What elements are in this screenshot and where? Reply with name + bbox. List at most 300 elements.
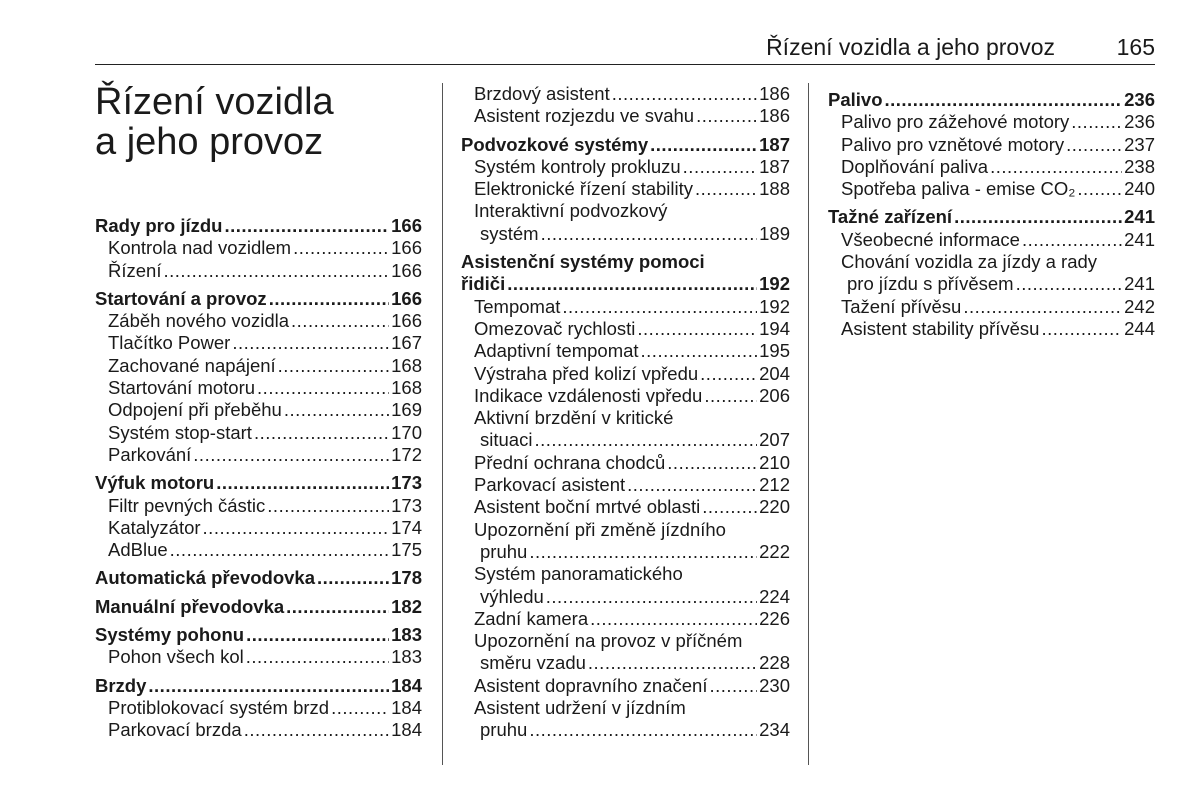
toc-sub-entry: [828, 156, 1155, 178]
toc-sub-entry: [461, 178, 790, 200]
toc-sub-entry: [461, 83, 790, 105]
toc-main-line: [95, 215, 422, 237]
entry-text: Parkovací brzda: [108, 719, 242, 741]
toc-sub-line: [474, 105, 790, 127]
toc-sub-line: [474, 385, 790, 407]
toc-sub-line: [841, 134, 1155, 156]
dot-leader: [1041, 318, 1122, 340]
toc-sub-entry: [461, 363, 790, 385]
toc-column-1: [95, 215, 422, 742]
entry-text: Systémy pohonu: [95, 624, 245, 646]
dot-leader: [696, 105, 757, 127]
toc-sub-entry: [95, 310, 422, 332]
entry-page: 175: [391, 539, 422, 561]
entry-text: Brzdy: [95, 674, 147, 696]
toc-sub-line: [108, 444, 422, 466]
dot-leader: [278, 355, 389, 377]
dot-leader: [163, 260, 389, 282]
toc-section: [95, 596, 422, 618]
toc-sub-line: [841, 318, 1155, 340]
toc-sub-line: [841, 156, 1155, 178]
entry-page: 189: [759, 222, 790, 244]
entry-text: Výstraha před kolizí vpředu: [474, 362, 699, 384]
toc-main-line: [461, 134, 790, 156]
entry-page: 241: [1124, 273, 1155, 295]
dot-leader: [293, 237, 389, 259]
toc-sub-line: [474, 363, 790, 385]
dot-leader: [1016, 273, 1123, 295]
toc-sub-line: [474, 340, 790, 362]
toc-sub-entry: [461, 630, 790, 675]
toc-sub-line: [474, 496, 790, 518]
dot-leader: [562, 296, 757, 318]
toc-sub-line: [108, 719, 422, 741]
toc-sub-entry: [828, 318, 1155, 340]
toc-sub-line: [474, 223, 790, 245]
toc-sub-line: [474, 452, 790, 474]
entry-page: 187: [759, 133, 790, 155]
dot-leader: [702, 496, 757, 518]
entry-page: 206: [759, 384, 790, 406]
entry-text: řidiči: [461, 273, 506, 295]
entry-text: Asistent stability přívěsu: [841, 317, 1040, 339]
toc-sub-entry: [461, 318, 790, 340]
entry-page: 187: [759, 155, 790, 177]
chapter-title-line: a jeho provoz: [95, 121, 324, 163]
dot-leader: [244, 719, 389, 741]
entry-text: pruhu: [480, 540, 528, 562]
dot-leader: [286, 596, 389, 618]
toc-sub-entry: [461, 675, 790, 697]
entry-page: 222: [759, 540, 790, 562]
entry-page: 228: [759, 652, 790, 674]
toc-sub-line: [841, 178, 1155, 200]
toc-main-line: [828, 206, 1155, 228]
dot-leader: [291, 310, 389, 332]
dot-leader: [193, 444, 389, 466]
toc-sub-line: [108, 539, 422, 561]
entry-text-wrap: Upozornění při změně jízdního: [474, 518, 726, 540]
running-header: [95, 32, 1155, 65]
dot-leader: [331, 697, 389, 719]
toc-main-line: [95, 288, 422, 310]
dot-leader: [1022, 229, 1122, 251]
entry-text: Parkovací asistent: [474, 474, 626, 496]
dot-leader: [885, 89, 1123, 111]
entry-page: 240: [1124, 178, 1155, 200]
toc-sub-entry: [95, 646, 422, 668]
entry-page: 168: [391, 377, 422, 399]
toc-sub-line: [108, 377, 422, 399]
entry-text: Tempomat: [474, 295, 561, 317]
dot-leader: [704, 385, 757, 407]
dot-leader: [1071, 111, 1122, 133]
toc-main-entry: [95, 472, 422, 494]
entry-text: Systém kontroly prokluzu: [474, 155, 681, 177]
entry-text: pro jízdu s přívěsem: [847, 273, 1014, 295]
dot-leader: [541, 223, 758, 245]
dot-leader: [267, 495, 389, 517]
toc-main-entry: [461, 251, 790, 296]
entry-page: 186: [759, 83, 790, 104]
toc-sub-entry: [461, 496, 790, 518]
toc-sub-line: [474, 652, 790, 674]
entry-page: 234: [759, 719, 790, 741]
entry-page: 184: [391, 696, 422, 718]
dot-leader: [683, 156, 757, 178]
toc-section: [95, 567, 422, 589]
entry-text: Tažení přívěsu: [841, 295, 962, 317]
entry-page: 182: [391, 595, 422, 617]
dot-leader: [254, 422, 389, 444]
entry-page: 173: [391, 472, 422, 494]
page-number: 165: [1116, 34, 1155, 60]
dot-leader: [990, 156, 1122, 178]
entry-text-wrap: Upozornění na provoz v příčném: [474, 630, 743, 652]
entry-text-wrap: Chování vozidla za jízdy a rady: [841, 251, 1098, 273]
toc-sub-entry: [461, 200, 790, 245]
toc-main-line: [828, 89, 1155, 111]
entry-text: Kontrola nad vozidlem: [108, 237, 292, 259]
dot-leader: [590, 608, 757, 630]
toc-section: [95, 215, 422, 282]
dot-leader: [216, 472, 389, 494]
toc-main-line: [95, 675, 422, 697]
dot-leader: [667, 452, 757, 474]
toc-main-line: [95, 567, 422, 589]
entry-text: Brzdový asistent: [474, 83, 610, 104]
toc-sub-entry: [95, 422, 422, 444]
entry-text: Doplňování paliva: [841, 155, 989, 177]
entry-page: 188: [759, 178, 790, 200]
dot-leader: [257, 377, 389, 399]
dot-leader: [284, 399, 389, 421]
toc-main-entry: [95, 596, 422, 618]
toc-main-entry: [95, 675, 422, 697]
toc-section: [95, 472, 422, 561]
header-title: Řízení vozidla a jeho provoz: [766, 34, 1055, 60]
dot-leader: [246, 624, 389, 646]
entry-text: Palivo: [828, 89, 883, 110]
toc-main-entry: [95, 567, 422, 589]
chapter-title-line: Řízení vozidla: [95, 81, 334, 123]
toc-sub-entry: [95, 517, 422, 539]
toc-sub-line: [841, 229, 1155, 251]
dot-leader: [637, 318, 757, 340]
toc-sub-line: [474, 83, 790, 105]
dot-leader: [529, 719, 757, 741]
column-divider: [808, 83, 809, 765]
entry-page: 195: [759, 340, 790, 362]
toc-sub-line: [108, 310, 422, 332]
toc-sub-line: [841, 296, 1155, 318]
entry-page: 210: [759, 451, 790, 473]
entry-text: Protiblokovací systém brzd: [108, 696, 330, 718]
entry-text: Asistent rozjezdu ve svahu: [474, 105, 695, 127]
dot-leader: [695, 178, 757, 200]
entry-text-wrap: Asistent udržení v jízdním: [474, 697, 686, 719]
toc-sub-line: [474, 719, 790, 741]
entry-page: 194: [759, 317, 790, 339]
entry-text: směru vzadu: [480, 652, 586, 674]
entry-page: 186: [759, 105, 790, 127]
toc-sub-entry: [461, 608, 790, 630]
dot-leader: [650, 134, 757, 156]
entry-page: 166: [391, 259, 422, 281]
entry-text: Rady pro jízdu: [95, 215, 223, 236]
toc-section: [828, 89, 1155, 200]
entry-text: Katalyzátor: [108, 516, 201, 538]
entry-page: 237: [1124, 133, 1155, 155]
toc-sub-entry: [95, 399, 422, 421]
toc-main-line: [95, 596, 422, 618]
toc-sub-entry: [461, 474, 790, 496]
toc-sub-entry: [461, 452, 790, 474]
toc-sub-line: [108, 495, 422, 517]
toc-sub-line: [841, 111, 1155, 133]
toc-sub-line: [108, 260, 422, 282]
dot-leader: [546, 586, 757, 608]
toc-sub-entry: [828, 111, 1155, 133]
entry-page: 172: [391, 443, 422, 465]
toc-sub-entry: [95, 332, 422, 354]
toc-main-entry: [828, 89, 1155, 111]
toc-sub-entry: [95, 697, 422, 719]
toc-sub-entry: [95, 377, 422, 399]
entry-text: Startování a provoz: [95, 287, 267, 309]
entry-text: Výfuk motoru: [95, 472, 215, 494]
entry-page: 241: [1124, 228, 1155, 250]
entry-text: Automatická převodovka: [95, 567, 316, 589]
entry-text: systém: [480, 222, 539, 244]
entry-page: 192: [759, 295, 790, 317]
toc-sub-line: [108, 399, 422, 421]
toc-sub-line: [474, 296, 790, 318]
entry-page: 166: [391, 215, 422, 236]
entry-page: 166: [391, 287, 422, 309]
dot-leader: [534, 429, 757, 451]
entry-page: 183: [391, 646, 422, 668]
dot-leader: [148, 675, 389, 697]
entry-page: 178: [391, 567, 422, 589]
toc-sub-entry: [95, 237, 422, 259]
toc-sub-line: [474, 586, 790, 608]
entry-text: Pohon všech kol: [108, 646, 244, 668]
entry-page: 236: [1124, 111, 1155, 133]
dot-leader: [224, 215, 389, 237]
entry-text: Odpojení při přeběhu: [108, 399, 282, 421]
entry-text: Záběh nového vozidla: [108, 310, 290, 332]
entry-text-wrap: Asistenční systémy pomoci: [461, 251, 705, 273]
toc-sub-entry: [461, 156, 790, 178]
entry-text: Tažné zařízení: [828, 206, 953, 228]
toc-sub-line: [108, 646, 422, 668]
toc-sub-line: [474, 156, 790, 178]
entry-text: Manuální převodovka: [95, 595, 285, 617]
toc-sub-entry: [828, 229, 1155, 251]
entry-text: Všeobecné informace: [841, 228, 1020, 250]
entry-page: 168: [391, 354, 422, 376]
dot-leader: [627, 474, 757, 496]
toc-section: [461, 251, 790, 742]
column-divider: [442, 83, 443, 765]
dot-leader: [170, 539, 389, 561]
toc-sub-entry: [461, 519, 790, 564]
entry-page: 224: [759, 585, 790, 607]
entry-page: 174: [391, 516, 422, 538]
dot-leader: [963, 296, 1122, 318]
entry-page: 230: [759, 674, 790, 696]
entry-page: 207: [759, 429, 790, 451]
entry-page: 169: [391, 399, 422, 421]
toc-sub-line: [108, 355, 422, 377]
toc-sub-line: [474, 608, 790, 630]
toc-sub-line: [474, 429, 790, 451]
toc-sub-line: [108, 332, 422, 354]
entry-page: 170: [391, 421, 422, 443]
dot-leader: [269, 288, 389, 310]
entry-text-wrap: Systém panoramatického: [474, 563, 683, 585]
entry-text: Asistent dopravního značení: [474, 674, 708, 696]
entry-text-wrap: Interaktivní podvozkový: [474, 200, 668, 222]
toc-sub-entry: [828, 296, 1155, 318]
toc-sub-entry: [461, 563, 790, 608]
toc-sub-line: [108, 697, 422, 719]
entry-text: Tlačítko Power: [108, 332, 231, 354]
toc-sub-entry: [95, 719, 422, 741]
entry-page: 183: [391, 624, 422, 646]
toc-sub-line: [108, 237, 422, 259]
entry-text: Startování motoru: [108, 377, 256, 399]
entry-page: 173: [391, 494, 422, 516]
toc-section: [95, 288, 422, 466]
entry-page: 244: [1124, 317, 1155, 339]
dot-leader: [612, 83, 757, 105]
toc-sub-entry: [95, 539, 422, 561]
toc-section: [461, 134, 790, 245]
chapter-title: [95, 82, 425, 162]
toc-sub-entry: [95, 355, 422, 377]
toc-column-2: [461, 83, 790, 742]
entry-text: Indikace vzdálenosti vpředu: [474, 384, 703, 406]
toc-main-entry: [95, 624, 422, 646]
dot-leader: [588, 652, 757, 674]
toc-sub-entry: [461, 697, 790, 742]
entry-page: 166: [391, 237, 422, 259]
entry-text: Adaptivní tempomat: [474, 340, 639, 362]
entry-text: Elektronické řízení stability: [474, 178, 694, 200]
entry-text: Palivo pro vznětové motory: [841, 133, 1065, 155]
toc-sub-entry: [828, 134, 1155, 156]
toc-sub-line: [841, 273, 1155, 295]
toc-sub-line: [108, 422, 422, 444]
toc-sub-entry: [461, 296, 790, 318]
toc-main-line: [95, 472, 422, 494]
entry-text: Systém stop-start: [108, 421, 252, 443]
toc-sub-entry: [828, 178, 1155, 200]
entry-text: Omezovač rychlosti: [474, 317, 636, 339]
entry-page: 220: [759, 496, 790, 518]
entry-page: 184: [391, 719, 422, 741]
dot-leader: [954, 206, 1122, 228]
entry-text: pruhu: [480, 719, 528, 741]
entry-page: 236: [1124, 89, 1155, 110]
dot-leader: [317, 567, 389, 589]
dot-leader: [700, 363, 757, 385]
dot-leader: [507, 273, 757, 295]
entry-text: Spotřeba paliva - emise CO₂: [841, 178, 1076, 200]
toc-sub-line: [474, 178, 790, 200]
entry-text: Parkování: [108, 443, 192, 465]
toc-section: [95, 624, 422, 669]
dot-leader: [1066, 134, 1122, 156]
toc-main-entry: [461, 134, 790, 156]
entry-page: 192: [759, 273, 790, 295]
toc-sub-line: [474, 318, 790, 340]
entry-page: 238: [1124, 155, 1155, 177]
entry-text-wrap: Aktivní brzdění v kritické: [474, 407, 674, 429]
entry-text: situaci: [480, 429, 533, 451]
entry-page: 184: [391, 674, 422, 696]
entry-text: Palivo pro zážehové motory: [841, 111, 1070, 133]
toc-sub-line: [474, 675, 790, 697]
entry-page: 226: [759, 607, 790, 629]
entry-page: 167: [391, 332, 422, 354]
toc-main-line: [95, 624, 422, 646]
dot-leader: [641, 340, 758, 362]
entry-text: Podvozkové systémy: [461, 133, 649, 155]
dot-leader: [246, 646, 389, 668]
toc-sub-line: [108, 517, 422, 539]
entry-page: 242: [1124, 295, 1155, 317]
toc-main-line: [461, 273, 790, 295]
entry-text: Filtr pevných částic: [108, 494, 266, 516]
entry-page: 241: [1124, 206, 1155, 228]
entry-text: Asistent boční mrtvé oblasti: [474, 496, 701, 518]
toc-sub-entry: [95, 495, 422, 517]
toc-section: [461, 83, 790, 128]
toc-sub-entry: [95, 260, 422, 282]
dot-leader: [529, 541, 757, 563]
dot-leader: [232, 332, 389, 354]
entry-page: 166: [391, 310, 422, 332]
toc-sub-entry: [828, 251, 1155, 296]
toc-sub-line: [474, 474, 790, 496]
toc-sub-entry: [461, 340, 790, 362]
toc-sub-entry: [461, 407, 790, 452]
toc-main-entry: [95, 215, 422, 237]
entry-text: Zadní kamera: [474, 607, 589, 629]
toc-sub-entry: [461, 385, 790, 407]
entry-text: AdBlue: [108, 539, 168, 561]
entry-page: 204: [759, 362, 790, 384]
toc-section: [828, 206, 1155, 340]
toc-sub-entry: [461, 105, 790, 127]
entry-text: Přední ochrana chodců: [474, 451, 666, 473]
dot-leader: [709, 675, 757, 697]
dot-leader: [203, 517, 390, 539]
entry-text: Řízení: [108, 259, 162, 281]
toc-main-entry: [828, 206, 1155, 228]
toc-main-entry: [95, 288, 422, 310]
entry-text: výhledu: [480, 585, 544, 607]
toc-sub-entry: [95, 444, 422, 466]
entry-page: 212: [759, 474, 790, 496]
entry-text: Zachované napájení: [108, 354, 276, 376]
toc-section: [95, 675, 422, 742]
toc-column-3: [828, 89, 1155, 340]
toc-sub-line: [474, 541, 790, 563]
